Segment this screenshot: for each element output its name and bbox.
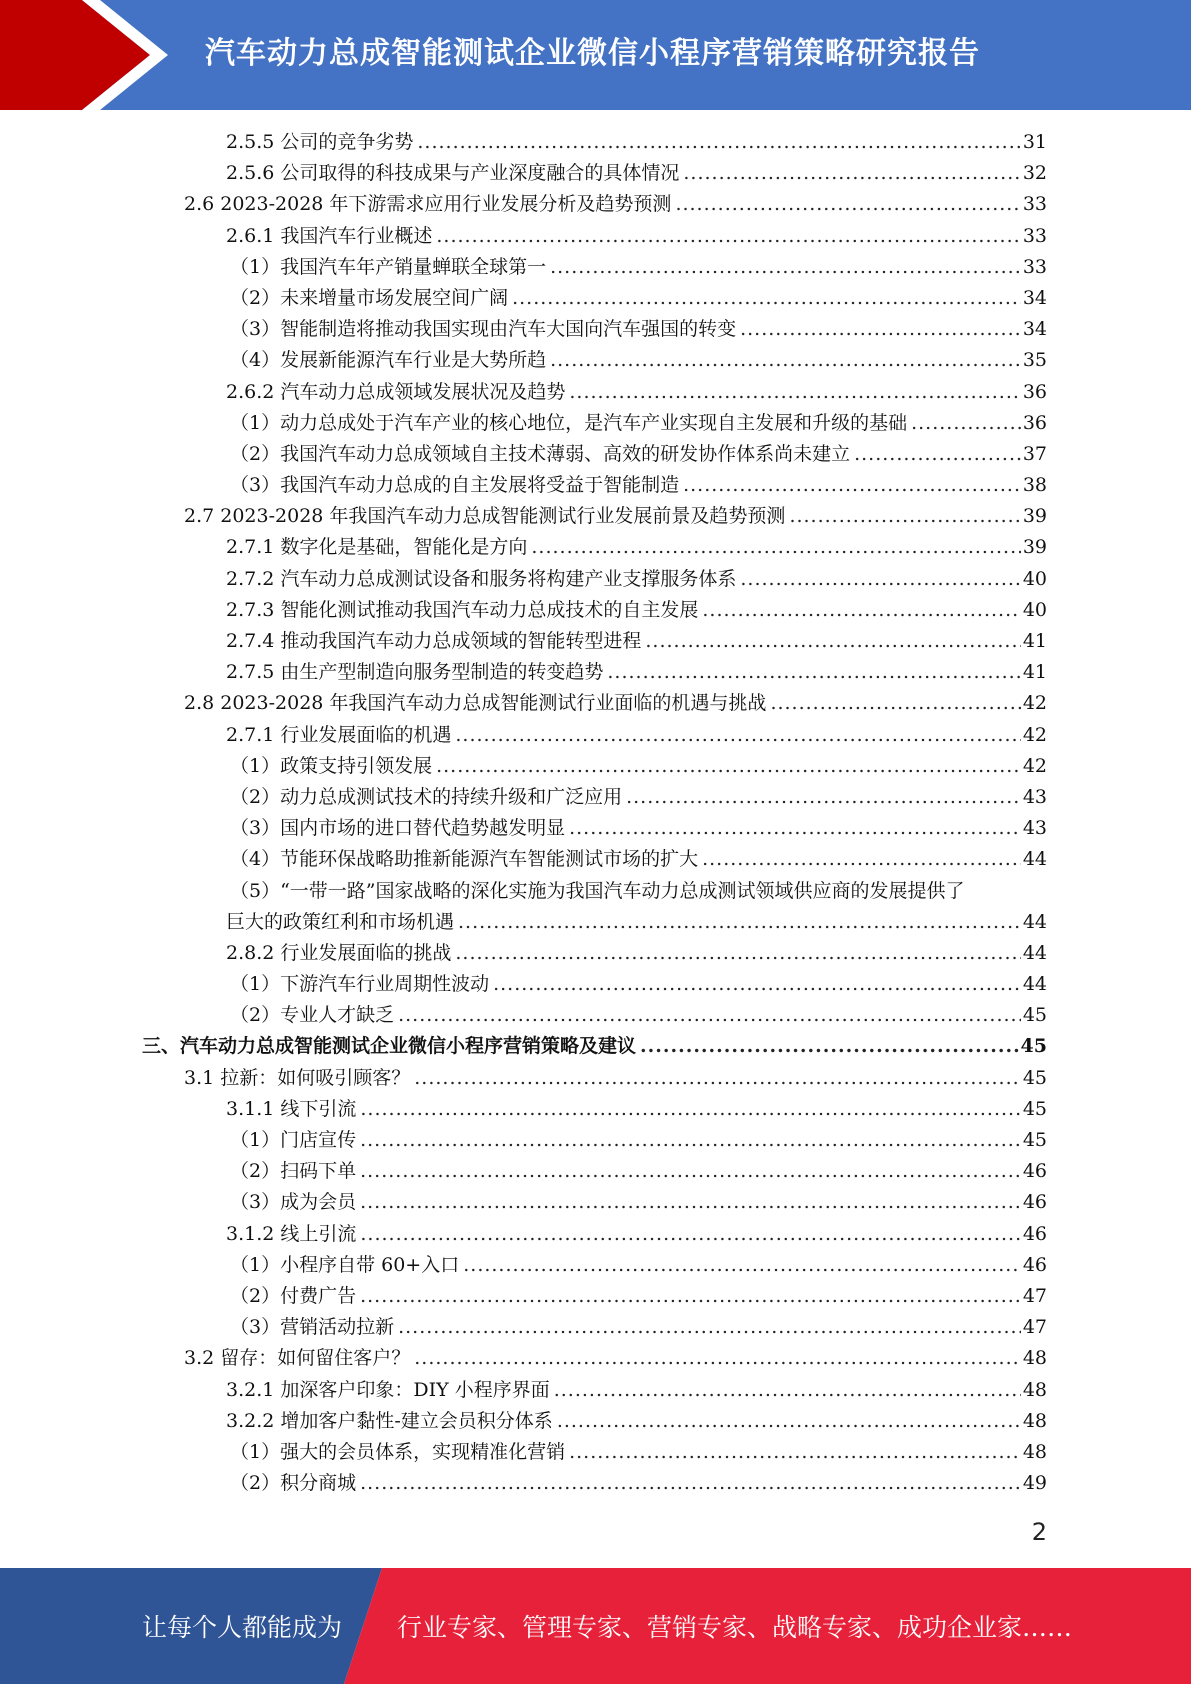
toc-entry-page: 43 bbox=[1022, 817, 1047, 840]
toc-leader-dots bbox=[463, 1250, 1021, 1281]
toc-entry-label: （5）“一带一路”国家战略的深化实施为我国汽车动力总成测试领域供应商的发展提供了 bbox=[230, 879, 965, 902]
toc-entry-page: 48 bbox=[1022, 1440, 1047, 1463]
toc-entry-label: （4）发展新能源汽车行业是大势所趋 bbox=[230, 349, 547, 372]
toc-leader-dots bbox=[770, 688, 1020, 719]
toc-entry-label: 2.7.2 汽车动力总成测试设备和服务将构建产业支撑服务体系 bbox=[226, 567, 737, 590]
toc-entry[interactable] bbox=[0, 907, 1191, 938]
toc-leader-dots bbox=[550, 345, 1021, 376]
toc-entry[interactable] bbox=[0, 158, 1191, 189]
toc-entry-page: 31 bbox=[1022, 131, 1047, 153]
toc-entry-page: 46 bbox=[1022, 1222, 1047, 1245]
toc-entry[interactable] bbox=[0, 1063, 1191, 1094]
toc-entry[interactable] bbox=[0, 1031, 1191, 1062]
toc-entry[interactable] bbox=[0, 314, 1191, 345]
toc-entry-page: 46 bbox=[1022, 1253, 1047, 1276]
toc-entry-label: 2.6.1 我国汽车行业概述 bbox=[226, 224, 433, 247]
toc-entry[interactable] bbox=[0, 1468, 1191, 1499]
toc-entry-page: 41 bbox=[1022, 630, 1047, 652]
toc-entry-label: 3.1.2 线上引流 bbox=[226, 1222, 357, 1245]
toc-entry-label: （2）我国汽车动力总成领域自主技术薄弱、高效的研发协作体系尚未建立 bbox=[230, 442, 851, 465]
toc-entry-page: 47 bbox=[1022, 1284, 1047, 1307]
toc-entry[interactable] bbox=[0, 439, 1191, 470]
toc-entry-label: 2.7 2023-2028 年我国汽车动力总成智能测试行业发展前景及趋势预测 bbox=[184, 505, 786, 528]
toc-entry[interactable] bbox=[0, 1187, 1191, 1218]
toc-entry-page: 42 bbox=[1022, 723, 1047, 746]
toc-entry-label: （4）节能环保战略助推新能源汽车智能测试市场的扩大 bbox=[230, 848, 699, 871]
toc-entry-label: （3）营销活动拉新 bbox=[230, 1316, 395, 1339]
toc-entry-page: 36 bbox=[1022, 380, 1047, 403]
toc-entry-label: （1）下游汽车行业周期性波动 bbox=[230, 973, 490, 996]
toc-entry[interactable] bbox=[0, 1219, 1191, 1250]
table-of-contents bbox=[0, 127, 1191, 1499]
toc-entry[interactable] bbox=[0, 844, 1191, 875]
toc-entry[interactable] bbox=[0, 470, 1191, 501]
toc-entry-label: （1）我国汽车年产销量蝉联全球第一 bbox=[230, 255, 547, 278]
toc-entry-label: （2）动力总成测试技术的持续升级和广泛应用 bbox=[230, 785, 623, 808]
toc-leader-dots bbox=[645, 626, 1020, 657]
toc-leader-dots bbox=[436, 221, 1020, 252]
toc-entry-page: 44 bbox=[1022, 973, 1047, 996]
toc-entry-label: 2.5.6 公司取得的科技成果与产业深度融合的具体情况 bbox=[226, 162, 680, 185]
toc-entry-page: 45 bbox=[1022, 1097, 1047, 1120]
toc-entry-page: 40 bbox=[1022, 567, 1047, 590]
toc-entry[interactable] bbox=[0, 1125, 1191, 1156]
toc-entry-label: 2.7.1 数字化是基础，智能化是方向 bbox=[226, 536, 528, 559]
toc-leader-dots bbox=[493, 969, 1021, 1000]
toc-leader-dots bbox=[360, 1281, 1021, 1312]
toc-leader-dots bbox=[626, 782, 1021, 813]
toc-entry[interactable] bbox=[0, 720, 1191, 751]
toc-entry-label: 2.8.2 行业发展面临的挑战 bbox=[226, 941, 452, 964]
toc-entry[interactable] bbox=[0, 1250, 1191, 1281]
toc-entry-page: 33 bbox=[1022, 224, 1047, 247]
toc-entry-page: 41 bbox=[1022, 661, 1047, 684]
toc-entry-label: （1）政策支持引领发展 bbox=[230, 754, 433, 777]
toc-entry-page: 43 bbox=[1022, 785, 1047, 808]
toc-entry-label: （3）成为会员 bbox=[230, 1191, 357, 1214]
toc-leader-dots bbox=[569, 813, 1021, 844]
toc-entry[interactable] bbox=[0, 189, 1191, 220]
toc-entry-page: 44 bbox=[1022, 910, 1047, 933]
toc-entry[interactable] bbox=[0, 127, 1191, 158]
toc-entry[interactable] bbox=[0, 969, 1191, 1000]
toc-entry-label: 2.5.5 公司的竞争劣势 bbox=[226, 131, 414, 153]
toc-entry[interactable] bbox=[0, 1406, 1191, 1437]
toc-entry-page: 42 bbox=[1022, 692, 1047, 715]
toc-entry-page: 36 bbox=[1022, 411, 1047, 434]
toc-leader-dots bbox=[531, 532, 1020, 563]
toc-entry[interactable] bbox=[0, 595, 1191, 626]
toc-entry[interactable] bbox=[0, 221, 1191, 252]
toc-entry-label: 3.2 留存：如何留住客户？ bbox=[184, 1347, 411, 1370]
toc-entry-label: （2）扫码下单 bbox=[230, 1160, 357, 1183]
toc-leader-dots bbox=[640, 1031, 1019, 1062]
toc-leader-dots bbox=[569, 1437, 1021, 1468]
toc-entry[interactable] bbox=[0, 938, 1191, 969]
toc-entry-label: （1）强大的会员体系，实现精准化营销 bbox=[230, 1440, 566, 1463]
toc-entry-page: 46 bbox=[1022, 1160, 1047, 1183]
toc-leader-dots bbox=[455, 938, 1020, 969]
toc-entry[interactable] bbox=[0, 532, 1191, 563]
toc-entry[interactable] bbox=[0, 1343, 1191, 1374]
toc-entry-page: 44 bbox=[1022, 848, 1047, 871]
toc-entry-label: 2.7.4 推动我国汽车动力总成领域的智能转型进程 bbox=[226, 630, 642, 652]
toc-leader-dots bbox=[740, 314, 1021, 345]
toc-entry[interactable] bbox=[0, 1156, 1191, 1187]
toc-entry-label: （1）门店宣传 bbox=[230, 1129, 357, 1151]
toc-entry-label: 2.7.1 行业发展面临的机遇 bbox=[226, 723, 452, 746]
toc-leader-dots bbox=[360, 1094, 1020, 1125]
toc-leader-dots bbox=[675, 189, 1020, 220]
toc-entry-page: 45 bbox=[1020, 1035, 1047, 1058]
toc-entry[interactable] bbox=[0, 1000, 1191, 1031]
toc-entry-label: （2）专业人才缺乏 bbox=[230, 1004, 395, 1027]
toc-leader-dots bbox=[360, 1187, 1021, 1218]
toc-entry[interactable] bbox=[0, 501, 1191, 532]
toc-leader-dots bbox=[683, 470, 1021, 501]
toc-entry[interactable] bbox=[0, 751, 1191, 782]
toc-entry[interactable] bbox=[0, 876, 1191, 907]
toc-entry-label: 2.7.5 由生产型制造向服务型制造的转变趋势 bbox=[226, 661, 604, 684]
page-number: 2 bbox=[1031, 1518, 1047, 1546]
toc-entry[interactable] bbox=[0, 688, 1191, 719]
toc-leader-dots bbox=[458, 907, 1021, 938]
toc-entry-page: 34 bbox=[1022, 318, 1047, 341]
toc-leader-dots bbox=[360, 1125, 1021, 1156]
toc-entry-page: 45 bbox=[1022, 1004, 1047, 1027]
toc-leader-dots bbox=[789, 501, 1020, 532]
toc-entry[interactable] bbox=[0, 408, 1191, 439]
toc-entry-label: 巨大的政策红利和市场机遇 bbox=[226, 910, 455, 933]
toc-entry[interactable] bbox=[0, 1437, 1191, 1468]
toc-entry-label: （3）智能制造将推动我国实现由汽车大国向汽车强国的转变 bbox=[230, 318, 737, 341]
toc-leader-dots bbox=[436, 751, 1021, 782]
toc-leader-dots bbox=[414, 1343, 1021, 1374]
toc-entry-label: （1）动力总成处于汽车产业的核心地位，是汽车产业实现自主发展和升级的基础 bbox=[230, 411, 908, 434]
toc-entry[interactable] bbox=[0, 626, 1191, 657]
footer-slogan-left: 让每个人都能成为 bbox=[142, 1613, 343, 1642]
toc-entry[interactable] bbox=[0, 377, 1191, 408]
toc-leader-dots bbox=[702, 844, 1021, 875]
toc-entry-page: 34 bbox=[1022, 286, 1047, 309]
toc-leader-dots bbox=[360, 1156, 1021, 1187]
toc-entry[interactable] bbox=[0, 1375, 1191, 1406]
toc-entry-page: 48 bbox=[1022, 1409, 1047, 1432]
toc-entry-label: 2.7.3 智能化测试推动我国汽车动力总成技术的自主发展 bbox=[226, 598, 699, 621]
toc-leader-dots bbox=[569, 377, 1020, 408]
toc-entry-page: 45 bbox=[1022, 1129, 1047, 1151]
toc-entry-label: 3.1 拉新：如何吸引顾客？ bbox=[184, 1066, 411, 1089]
toc-entry-page: 48 bbox=[1022, 1347, 1047, 1370]
toc-entry[interactable] bbox=[0, 657, 1191, 688]
toc-entry-label: （1）小程序自带 60+入口 bbox=[230, 1253, 460, 1276]
toc-entry-page: 45 bbox=[1022, 1066, 1047, 1089]
toc-entry-page: 37 bbox=[1022, 442, 1047, 465]
toc-leader-dots bbox=[398, 1000, 1021, 1031]
toc-leader-dots bbox=[702, 595, 1020, 626]
toc-leader-dots bbox=[414, 1063, 1021, 1094]
toc-entry-page: 33 bbox=[1022, 255, 1047, 278]
toc-leader-dots bbox=[550, 252, 1021, 283]
toc-entry-page: 42 bbox=[1022, 754, 1047, 777]
toc-entry[interactable] bbox=[0, 1094, 1191, 1125]
toc-entry-page: 32 bbox=[1022, 162, 1047, 185]
toc-entry[interactable] bbox=[0, 252, 1191, 283]
toc-entry-page: 40 bbox=[1022, 598, 1047, 621]
toc-entry-label: 3.1.1 线下引流 bbox=[226, 1097, 357, 1120]
toc-entry[interactable] bbox=[0, 345, 1191, 376]
page-footer bbox=[0, 1568, 1191, 1684]
toc-leader-dots bbox=[512, 283, 1021, 314]
toc-entry-label: （2）积分商城 bbox=[230, 1472, 357, 1495]
toc-entry-label: （2）未来增量市场发展空间广阔 bbox=[230, 286, 509, 309]
toc-leader-dots bbox=[607, 657, 1020, 688]
page-header bbox=[0, 0, 1191, 110]
toc-leader-dots bbox=[398, 1312, 1021, 1343]
toc-entry-page: 33 bbox=[1022, 193, 1047, 216]
toc-leader-dots bbox=[455, 720, 1020, 751]
toc-entry-label: 2.6 2023-2028 年下游需求应用行业发展分析及趋势预测 bbox=[184, 193, 672, 216]
toc-entry-page: 46 bbox=[1022, 1191, 1047, 1214]
footer-slogan-right: 行业专家、管理专家、营销专家、战略专家、成功企业家…… bbox=[397, 1613, 1073, 1642]
toc-entry-label: 3.2.2 增加客户黏性-建立会员积分体系 bbox=[226, 1409, 553, 1432]
toc-leader-dots bbox=[417, 127, 1020, 158]
toc-entry[interactable] bbox=[0, 782, 1191, 813]
toc-entry-label: （3）我国汽车动力总成的自主发展将受益于智能制造 bbox=[230, 474, 680, 497]
toc-entry-page: 39 bbox=[1022, 536, 1047, 559]
toc-leader-dots bbox=[683, 158, 1020, 189]
toc-leader-dots bbox=[740, 564, 1020, 595]
toc-entry[interactable] bbox=[0, 1281, 1191, 1312]
toc-entry-page: 48 bbox=[1022, 1378, 1047, 1401]
toc-leader-dots bbox=[554, 1375, 1021, 1406]
toc-entry-label: （3）国内市场的进口替代趋势越发明显 bbox=[230, 817, 566, 840]
toc-entry-page: 35 bbox=[1022, 349, 1047, 372]
toc-entry[interactable] bbox=[0, 283, 1191, 314]
toc-entry[interactable] bbox=[0, 1312, 1191, 1343]
toc-entry-label: 三、汽车动力总成智能测试企业微信小程序营销策略及建议 bbox=[142, 1035, 637, 1058]
toc-leader-dots bbox=[854, 439, 1021, 470]
toc-leader-dots bbox=[557, 1406, 1021, 1437]
toc-entry-page: 39 bbox=[1022, 505, 1047, 528]
toc-entry[interactable] bbox=[0, 813, 1191, 844]
toc-entry-label: 3.2.1 加深客户印象：DIY 小程序界面 bbox=[226, 1378, 550, 1401]
toc-entry-label: 2.8 2023-2028 年我国汽车动力总成智能测试行业面临的机遇与挑战 bbox=[184, 692, 767, 715]
toc-leader-dots bbox=[360, 1468, 1021, 1499]
toc-entry-label: 2.6.2 汽车动力总成领域发展状况及趋势 bbox=[226, 380, 566, 403]
toc-entry-page: 47 bbox=[1022, 1316, 1047, 1339]
toc-entry-page: 49 bbox=[1022, 1472, 1047, 1495]
toc-entry-label: （2）付费广告 bbox=[230, 1284, 357, 1307]
toc-entry-page: 44 bbox=[1022, 941, 1047, 964]
header-title: 汽车动力总成智能测试企业微信小程序营销策略研究报告 bbox=[205, 36, 980, 71]
toc-leader-dots bbox=[911, 408, 1021, 439]
toc-entry-page: 38 bbox=[1022, 474, 1047, 497]
toc-leader-dots bbox=[360, 1219, 1020, 1250]
toc-entry[interactable] bbox=[0, 564, 1191, 595]
